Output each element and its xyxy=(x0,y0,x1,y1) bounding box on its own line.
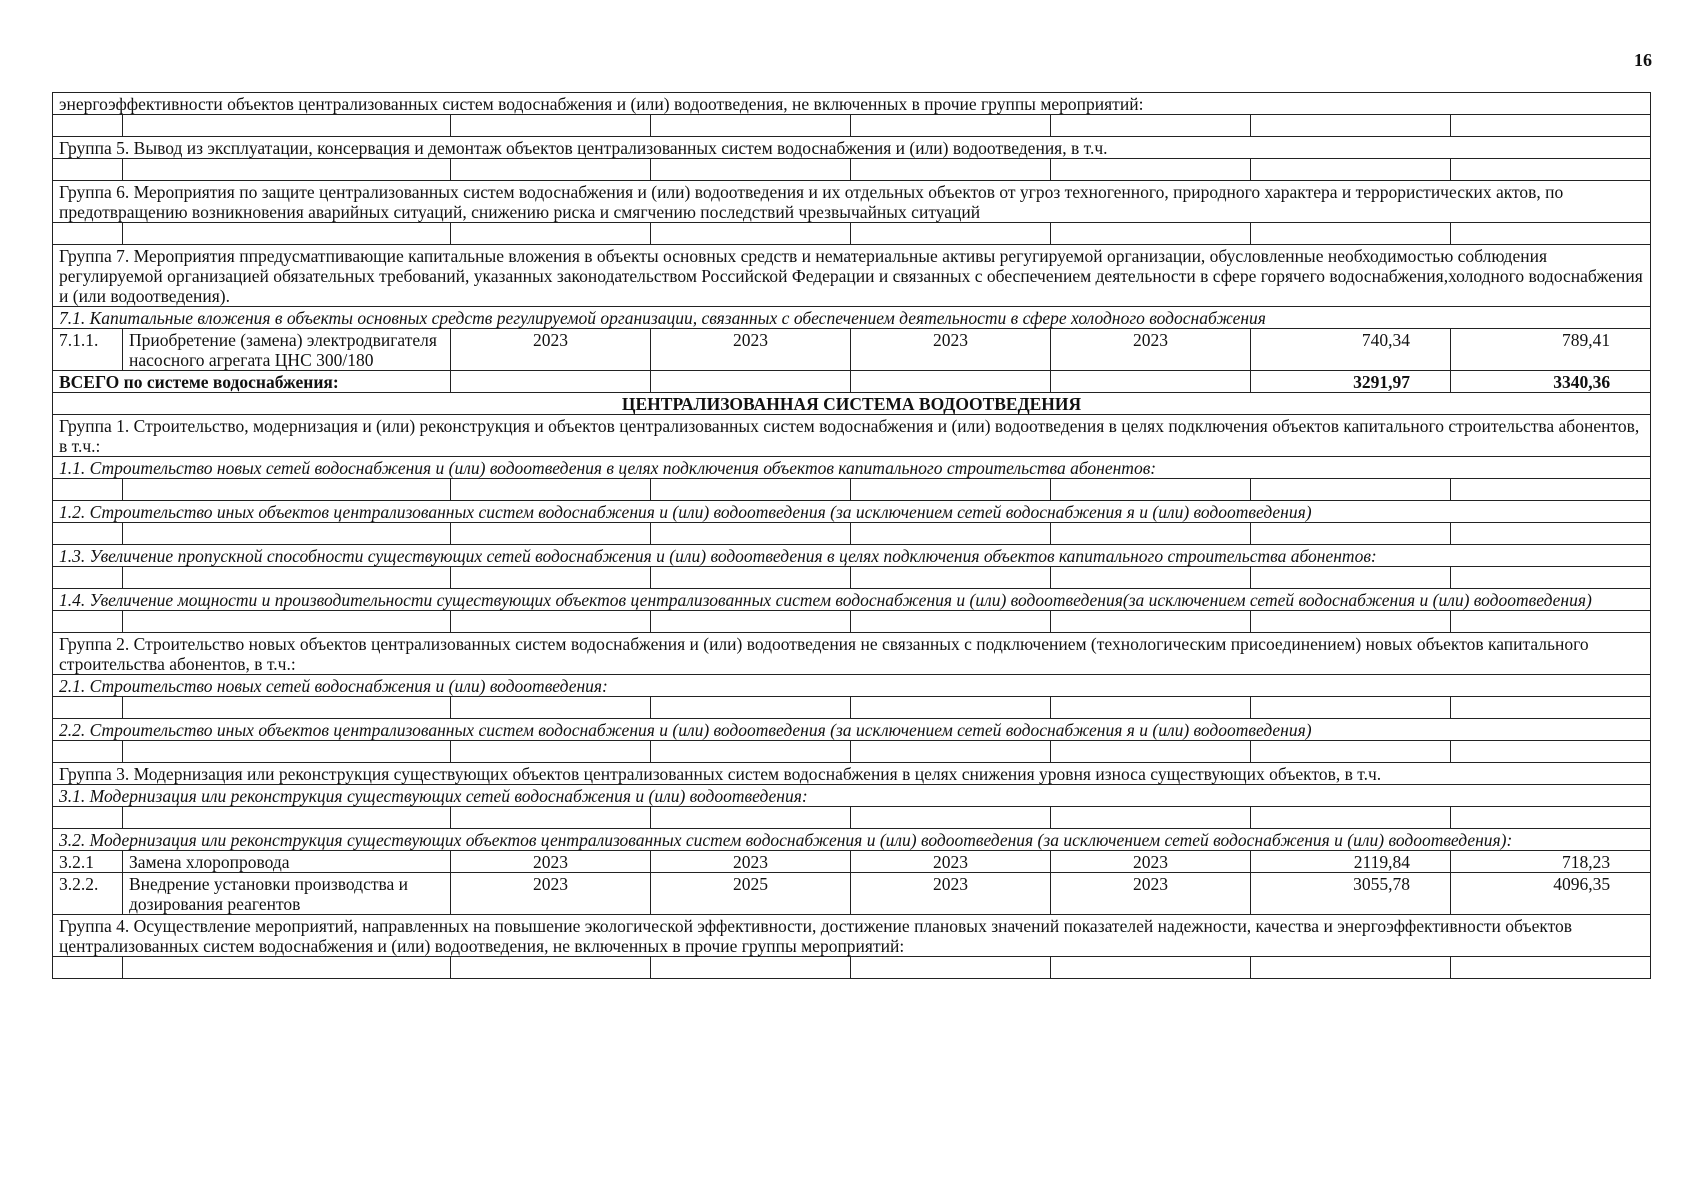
group-heading-row xyxy=(53,181,1651,223)
empty-row xyxy=(53,223,1651,245)
subgroup-heading-row xyxy=(53,719,1651,741)
subgroup-heading: 3.2. Модернизация или реконструкция существующих объектов централизованных систем водоснабжения и (или) водоотведения (за исключением сетей водоснабжения и (или) водоотведения): xyxy=(53,829,1651,851)
empty-cell xyxy=(1451,115,1651,137)
empty-cell xyxy=(123,567,451,589)
empty-cell xyxy=(1451,223,1651,245)
empty-cell xyxy=(53,115,123,137)
year-cell-3: 2023 xyxy=(851,851,1051,873)
empty-cell xyxy=(651,115,851,137)
empty-cell xyxy=(851,741,1051,763)
empty-cell xyxy=(1451,807,1651,829)
empty-cell xyxy=(651,611,851,633)
empty-cell xyxy=(1251,223,1451,245)
empty-row xyxy=(53,741,1651,763)
empty-cell xyxy=(1051,807,1251,829)
year-cell-4: 2023 xyxy=(1051,873,1251,915)
empty-cell xyxy=(451,159,651,181)
empty-cell xyxy=(1451,697,1651,719)
section-title-row xyxy=(53,393,1651,415)
empty-cell xyxy=(1451,957,1651,979)
year-cell-1: 2023 xyxy=(451,329,651,371)
empty-cell xyxy=(451,697,651,719)
empty-cell xyxy=(53,159,123,181)
empty-cell xyxy=(851,523,1051,545)
empty-cell xyxy=(123,115,451,137)
empty-cell xyxy=(53,697,123,719)
group-heading-row xyxy=(53,763,1651,785)
year-cell-2: 2025 xyxy=(651,873,851,915)
empty-cell xyxy=(651,697,851,719)
empty-cell xyxy=(451,523,651,545)
empty-cell xyxy=(123,479,451,501)
cost-cell-1: 3055,78 xyxy=(1251,873,1451,915)
table-body xyxy=(53,93,1651,979)
empty-cell xyxy=(651,567,851,589)
empty-cell xyxy=(451,479,651,501)
empty-cell xyxy=(851,159,1051,181)
empty-cell xyxy=(851,371,1051,393)
empty-cell xyxy=(1451,159,1651,181)
subgroup-heading: 1.1. Строительство новых сетей водоснабжения и (или) водоотведения в целях подключения объектов капитального строительства абонентов: xyxy=(53,457,1651,479)
empty-row xyxy=(53,479,1651,501)
empty-cell xyxy=(651,159,851,181)
empty-cell xyxy=(123,697,451,719)
item-number: 3.2.2. xyxy=(53,873,123,915)
empty-cell xyxy=(53,611,123,633)
group-heading: Группа 3. Модернизация или реконструкция существующих объектов централизованных систем водоснабжения в целях снижения уровня износа существующих объектов, в т.ч. xyxy=(53,763,1651,785)
empty-cell xyxy=(851,957,1051,979)
empty-row xyxy=(53,523,1651,545)
empty-row xyxy=(53,697,1651,719)
empty-cell xyxy=(651,523,851,545)
year-cell-3: 2023 xyxy=(851,873,1051,915)
empty-row xyxy=(53,159,1651,181)
empty-cell xyxy=(851,479,1051,501)
empty-cell xyxy=(851,567,1051,589)
group-heading: энергоэффективности объектов централизованных систем водоснабжения и (или) водоотведения, не включенных в прочие группы мероприятий: xyxy=(53,93,1651,115)
investment-program-table xyxy=(52,92,1651,979)
group-heading-row xyxy=(53,245,1651,307)
empty-cell xyxy=(651,741,851,763)
empty-row xyxy=(53,807,1651,829)
empty-cell xyxy=(123,159,451,181)
empty-cell xyxy=(53,567,123,589)
empty-cell xyxy=(451,115,651,137)
subgroup-heading-row xyxy=(53,307,1651,329)
subgroup-heading-row xyxy=(53,785,1651,807)
empty-cell xyxy=(1451,611,1651,633)
empty-cell xyxy=(123,523,451,545)
cost-cell-2: 789,41 xyxy=(1451,329,1651,371)
empty-cell xyxy=(451,371,651,393)
subgroup-heading-row xyxy=(53,675,1651,697)
year-cell-4: 2023 xyxy=(1051,851,1251,873)
section-title: ЦЕНТРАЛИЗОВАННАЯ СИСТЕМА ВОДООТВЕДЕНИЯ xyxy=(53,393,1651,415)
group-heading: Группа 7. Мероприятия ппредусматпивающие капитальные вложения в объекты основных средств и нематериальные активы регугируемой организации, обусловленные необходимостью соблюдения регулируемой организацией обязательных требований, указанных законодательством Российской Федерации и связанных с обеспечением деятельности в сфере горячего водоснабжения,холодного водоснабжения и (или водоотведения). xyxy=(53,245,1651,307)
year-cell-2: 2023 xyxy=(651,329,851,371)
empty-cell xyxy=(1051,479,1251,501)
empty-cell xyxy=(1051,957,1251,979)
empty-cell xyxy=(1251,807,1451,829)
subgroup-heading: 1.3. Увеличение пропускной способности существующих сетей водоснабжения и (или) водоотведения в целях подключения объектов капитального строительства абонентов: xyxy=(53,545,1651,567)
empty-cell xyxy=(1251,523,1451,545)
item-number: 3.2.1 xyxy=(53,851,123,873)
empty-cell xyxy=(651,479,851,501)
total-row xyxy=(53,371,1651,393)
empty-cell xyxy=(1251,115,1451,137)
group-heading: Группа 2. Строительство новых объектов централизованных систем водоснабжения и (или) водоотведения не связанных с подключением (технологическим присоединением) новых объектов капитального строительства абонентов, в т.ч.: xyxy=(53,633,1651,675)
empty-cell xyxy=(53,223,123,245)
empty-cell xyxy=(451,741,651,763)
year-cell-1: 2023 xyxy=(451,851,651,873)
year-cell-4: 2023 xyxy=(1051,329,1251,371)
empty-cell xyxy=(1051,223,1251,245)
subgroup-heading-row xyxy=(53,457,1651,479)
cost-cell-1: 2119,84 xyxy=(1251,851,1451,873)
empty-cell xyxy=(1251,741,1451,763)
empty-cell xyxy=(53,807,123,829)
subgroup-heading: 2.2. Строительство иных объектов централизованных систем водоснабжения и (или) водоотведения (за исключением сетей водоснабжения я и (или) водоотведения) xyxy=(53,719,1651,741)
empty-cell xyxy=(1251,697,1451,719)
cost-cell-2: 4096,35 xyxy=(1451,873,1651,915)
table-row xyxy=(53,329,1651,371)
group-heading: Группа 6. Мероприятия по защите централизованных систем водоснабжения и (или) водоотведения и их отдельных объектов от угроз техногенного, природного характера и террористических актов, по предотвращению возникновения аварийных ситуаций, снижению риска и смягчению последствий чрезвычайных ситуаций xyxy=(53,181,1651,223)
empty-cell xyxy=(1051,697,1251,719)
subgroup-heading-row xyxy=(53,829,1651,851)
page-number: 16 xyxy=(1634,50,1652,70)
group-heading-row xyxy=(53,137,1651,159)
item-name: Замена хлоропровода xyxy=(123,851,451,873)
empty-cell xyxy=(1451,567,1651,589)
empty-row xyxy=(53,115,1651,137)
total-cost-1: 3291,97 xyxy=(1251,371,1451,393)
empty-cell xyxy=(651,957,851,979)
empty-row xyxy=(53,611,1651,633)
empty-cell xyxy=(451,567,651,589)
cost-cell-2: 718,23 xyxy=(1451,851,1651,873)
subgroup-heading-row xyxy=(53,589,1651,611)
subgroup-heading: 7.1. Капитальные вложения в объекты основных средств регулируемой организации, связанных с обеспечением деятельности в сфере холодного водоснабжения xyxy=(53,307,1651,329)
year-cell-2: 2023 xyxy=(651,851,851,873)
table-row xyxy=(53,873,1651,915)
empty-cell xyxy=(1451,479,1651,501)
item-name: Внедрение установки производства и дозирования реагентов xyxy=(123,873,451,915)
subgroup-heading: 1.4. Увеличение мощности и производительности существующих объектов централизованных систем водоснабжения и (или) водоотведения(за исключением сетей водоснабжения и (или) водоотведения) xyxy=(53,589,1651,611)
empty-cell xyxy=(1251,567,1451,589)
group-heading-row xyxy=(53,915,1651,957)
group-heading-row xyxy=(53,415,1651,457)
empty-cell xyxy=(123,223,451,245)
empty-cell xyxy=(651,223,851,245)
cost-cell-1: 740,34 xyxy=(1251,329,1451,371)
empty-cell xyxy=(451,957,651,979)
group-heading: Группа 1. Строительство, модернизация и (или) реконструкция и объектов централизованных систем водоснабжения и (или) водоотведения в целях подключения объектов капитального строительства абонентов, в т.ч.: xyxy=(53,415,1651,457)
empty-cell xyxy=(1051,741,1251,763)
empty-cell xyxy=(651,807,851,829)
total-cost-2: 3340,36 xyxy=(1451,371,1651,393)
empty-row xyxy=(53,957,1651,979)
subgroup-heading: 1.2. Строительство иных объектов централизованных систем водоснабжения и (или) водоотведения (за исключением сетей водоснабжения я и (или) водоотведения) xyxy=(53,501,1651,523)
empty-cell xyxy=(451,807,651,829)
total-label: ВСЕГО по системе водоснабжения: xyxy=(53,371,451,393)
empty-cell xyxy=(851,611,1051,633)
empty-cell xyxy=(851,223,1051,245)
empty-cell xyxy=(851,115,1051,137)
group-heading: Группа 5. Вывод из эксплуатации, консервация и демонтаж объектов централизованных систем водоснабжения и (или) водоотведения, в т.ч. xyxy=(53,137,1651,159)
empty-cell xyxy=(1051,567,1251,589)
empty-cell xyxy=(123,611,451,633)
empty-cell xyxy=(1251,611,1451,633)
year-cell-3: 2023 xyxy=(851,329,1051,371)
table-row xyxy=(53,851,1651,873)
group-heading-row xyxy=(53,633,1651,675)
empty-cell xyxy=(1051,115,1251,137)
empty-cell xyxy=(1051,371,1251,393)
empty-cell xyxy=(1251,957,1451,979)
empty-cell xyxy=(1251,159,1451,181)
group-heading: Группа 4. Осуществление мероприятий, направленных на повышение экологической эффективности, достижение плановых значений показателей надежности, качества и энергоэффективности объектов централизованных систем водоснабжения и (или) водоотведения, не включенных в прочие группы мероприятий: xyxy=(53,915,1651,957)
empty-cell xyxy=(1051,523,1251,545)
empty-cell xyxy=(53,741,123,763)
empty-cell xyxy=(53,479,123,501)
empty-cell xyxy=(1451,523,1651,545)
subgroup-heading: 3.1. Модернизация или реконструкция существующих сетей водоснабжения и (или) водоотведения: xyxy=(53,785,1651,807)
year-cell-1: 2023 xyxy=(451,873,651,915)
empty-cell xyxy=(1451,741,1651,763)
empty-cell xyxy=(123,741,451,763)
empty-cell xyxy=(53,957,123,979)
empty-cell xyxy=(451,223,651,245)
empty-cell xyxy=(851,697,1051,719)
empty-cell xyxy=(651,371,851,393)
empty-cell xyxy=(53,523,123,545)
subgroup-heading-row xyxy=(53,545,1651,567)
empty-cell xyxy=(1051,611,1251,633)
empty-cell xyxy=(1051,159,1251,181)
item-number: 7.1.1. xyxy=(53,329,123,371)
empty-cell xyxy=(123,957,451,979)
empty-cell xyxy=(1251,479,1451,501)
empty-cell xyxy=(451,611,651,633)
item-name: Приобретение (замена) электродвигателя насосного агрегата ЦНС 300/180 xyxy=(123,329,451,371)
group-heading-row xyxy=(53,93,1651,115)
subgroup-heading-row xyxy=(53,501,1651,523)
empty-cell xyxy=(851,807,1051,829)
subgroup-heading: 2.1. Строительство новых сетей водоснабжения и (или) водоотведения: xyxy=(53,675,1651,697)
empty-cell xyxy=(123,807,451,829)
empty-row xyxy=(53,567,1651,589)
